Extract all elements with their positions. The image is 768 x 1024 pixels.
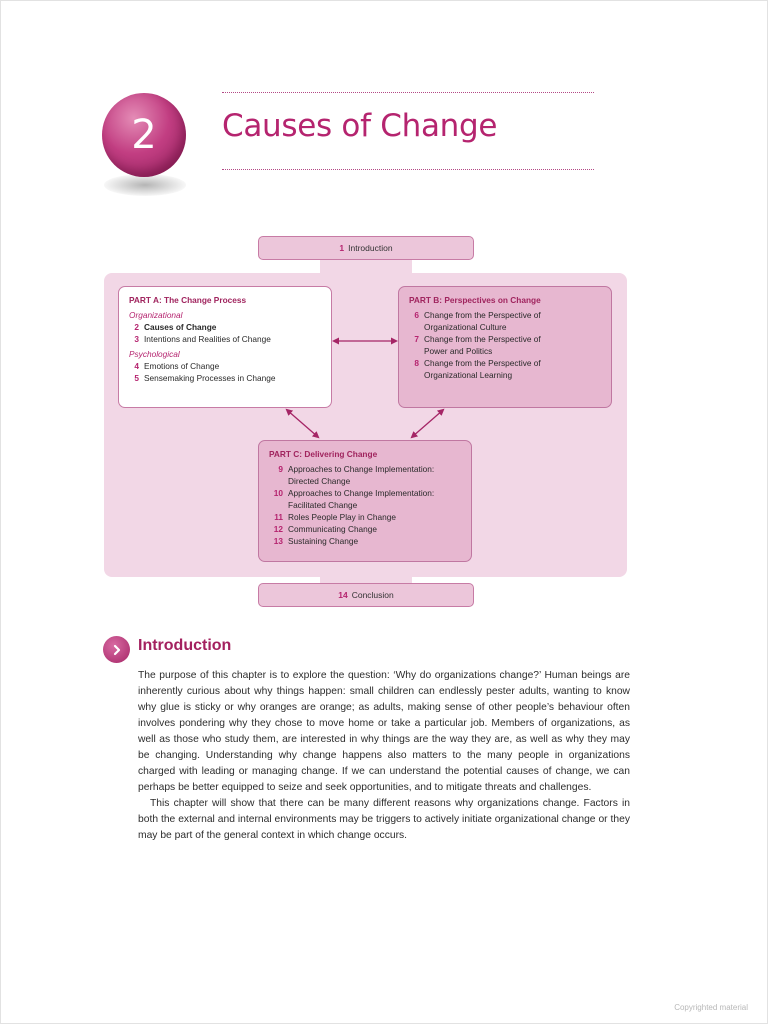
- list-item: 7 Change from the Perspective of Power and Politics: [414, 334, 541, 356]
- list-item: 12 Communicating Change: [273, 524, 378, 534]
- part-a-subheading-organizational: Organizational: [129, 310, 183, 320]
- copyright-notice: Copyrighted material: [674, 1003, 748, 1012]
- conclusion-chapter-number: 14: [338, 590, 348, 600]
- introduction-paragraph-2: This chapter will show that there can be many different reasons why organizations change. Factors in both the external and internal environments may be triggers to actively initiate organizational change or they may be part of the general context in which change occurs.: [138, 798, 630, 841]
- list-item: 5 Sensemaking Processes in Change: [134, 373, 276, 383]
- list-item: 10 Approaches to Change Implementation: Facilitated Change: [273, 488, 435, 510]
- chapter-title: Causes of Change: [222, 108, 498, 144]
- part-c-title: PART C: Delivering Change: [269, 449, 378, 459]
- intro-chapter-number: 1: [339, 243, 345, 253]
- part-b-title: PART B: Perspectives on Change: [409, 295, 541, 305]
- list-item: 4 Emotions of Change: [134, 361, 220, 371]
- introduction-body: [138, 668, 630, 844]
- chapter-number: 2: [131, 112, 157, 158]
- chevron-right-icon: [103, 636, 130, 663]
- arrow-part-a-to-part-c: [287, 410, 318, 437]
- part-a-subheading-psychological: Psychological: [129, 349, 180, 359]
- intro-chapter-label: Introduction: [348, 243, 393, 253]
- conclusion-chapter-label: Conclusion: [351, 590, 394, 600]
- part-a-title: PART A: The Change Process: [129, 295, 247, 305]
- list-item: 9 Approaches to Change Implementation: Directed Change: [278, 464, 435, 486]
- introduction-paragraph-1: The purpose of this chapter is to explore the question: ‘Why do organizations change?’ Human beings are inherently curious about why things happen: small children can endlessly pester adults, wanting to know why glue is sticky or why oranges are orange; as adults, making sense of other people’s behaviour often involves pondering why they chose to move home or take a particular job. Members of organizations, as well as those who study them, are interested in why things are the way they are, as well as why they may be changing. Understanding why change happens also matters to the many people in organizations charged with leading or managing change. If we can understand the potential causes of change, we can perhaps be better equipped to seize and seek opportunities, and to mitigate threats and challenges.: [138, 670, 630, 793]
- introduction-heading: Introduction: [138, 637, 232, 654]
- list-item: 13 Sustaining Change: [273, 536, 359, 546]
- list-item: 2 Causes of Change: [134, 322, 217, 332]
- list-item: 6 Change from the Perspective of Organizational Culture: [414, 310, 541, 332]
- list-item: 11 Roles People Play in Change: [274, 512, 396, 522]
- list-item: 8 Change from the Perspective of Organizational Learning: [414, 358, 541, 380]
- arrow-part-b-to-part-c: [412, 410, 443, 437]
- list-item: 3 Intentions and Realities of Change: [134, 334, 271, 344]
